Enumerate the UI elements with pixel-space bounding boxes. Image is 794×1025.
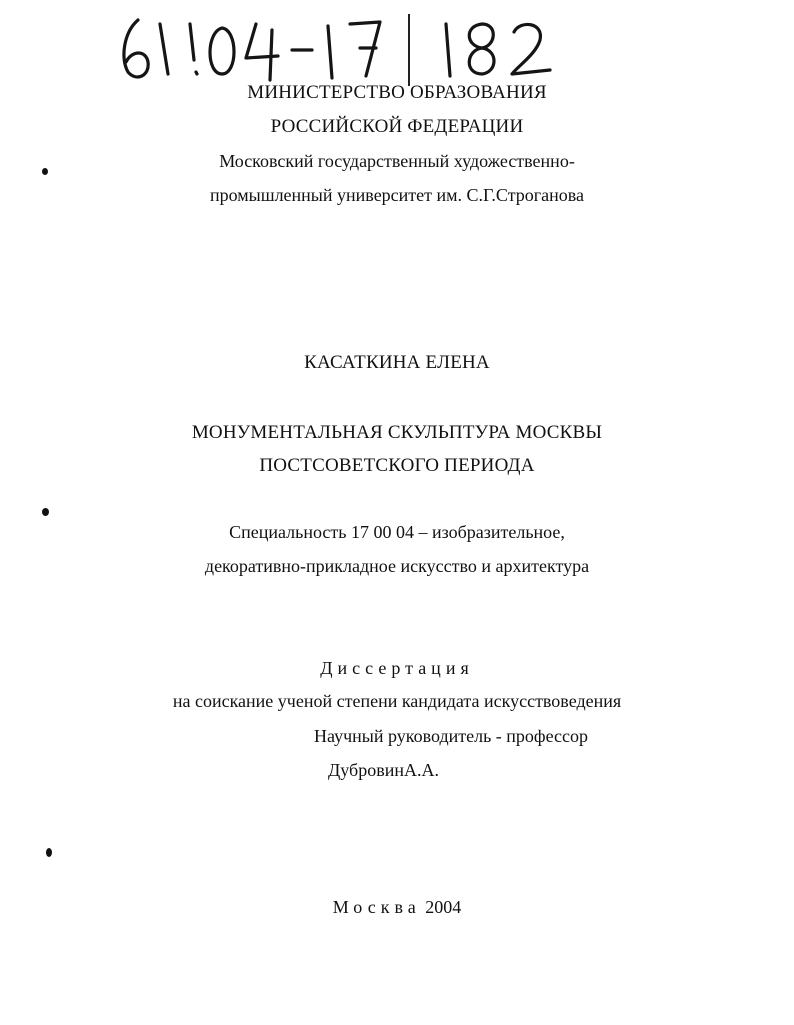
- ministry-line-2: РОССИЙСКОЙ ФЕДЕРАЦИИ: [270, 116, 524, 137]
- thesis-title-line-2: ПОСТСОВЕТСКОГО ПЕРИОДА: [259, 455, 535, 476]
- city-year: [0, 897, 794, 918]
- thesis-title-line-1: МОНУМЕНТАЛЬНАЯ СКУЛЬПТУРА МОСКВЫ: [191, 422, 603, 443]
- university-line-1: Московский государственный художественно-: [219, 151, 575, 171]
- handwriting-drawing: [110, 10, 580, 88]
- degree-line: на соискание ученой степени кандидата искусствоведения: [172, 691, 622, 711]
- ministry-line-1: МИНИСТЕРСТВО ОБРАЗОВАНИЯ: [247, 82, 547, 103]
- author-name: КАСАТКИНА ЕЛЕНА: [304, 352, 490, 373]
- advisor-label: Научный руководитель - профессор: [314, 726, 588, 746]
- city: Москва: [332, 897, 421, 917]
- specialty-line-2: декоративно-прикладное искусство и архитектура: [204, 556, 590, 576]
- advisor-name: ДубровинА.А.: [328, 760, 439, 780]
- specialty-line-1: Специальность 17 00 04 – изобразительное,: [229, 522, 565, 542]
- dissertation-label: Диссертация: [320, 658, 474, 678]
- scan-speck: [46, 848, 52, 857]
- handwritten-catalogue-code: [110, 10, 580, 88]
- scan-speck: [42, 508, 49, 516]
- handwritten-vertical-stroke: [408, 14, 410, 86]
- university-line-2: промышленный университет им. С.Г.Строганова: [209, 185, 585, 205]
- year: 2004: [425, 897, 462, 917]
